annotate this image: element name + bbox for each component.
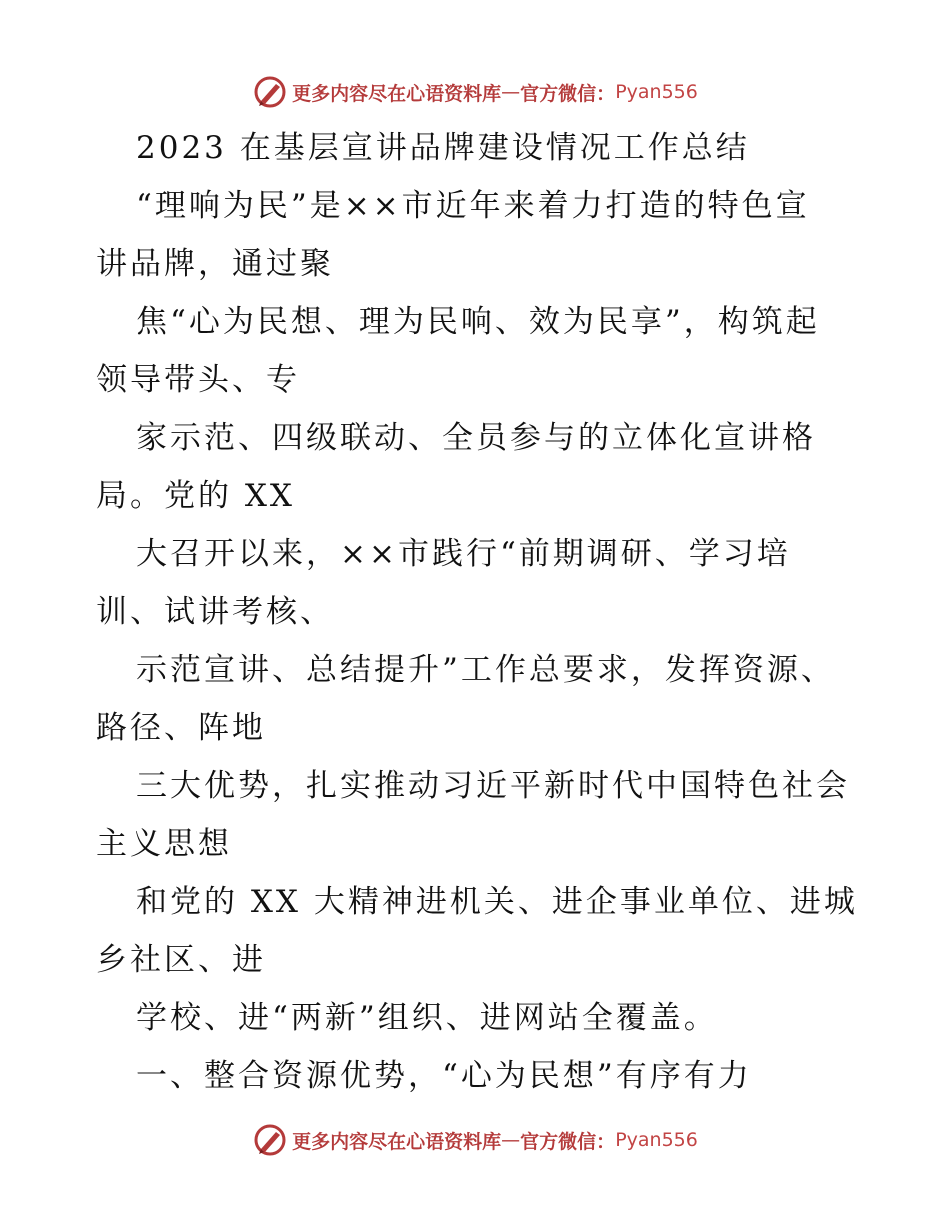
watermark-account: Pyan556 — [615, 1129, 698, 1151]
watermark-banner-bottom — [0, 1118, 950, 1162]
watermark-text: 更多内容尽在心语资料库 — [292, 1130, 502, 1153]
watermark-separator: — — [501, 1129, 521, 1151]
watermark-label: 官方微信： — [520, 1130, 616, 1153]
pen-logo-icon — [252, 1122, 288, 1158]
paragraph-line: 示范宣讲、总结提升”工作总要求，发挥资源、 — [136, 652, 835, 688]
document-title: 2023 在基层宣讲品牌建设情况工作总结 — [136, 130, 750, 166]
paragraph-line: 大召开以来，××市践行“前期调研、学习培 — [136, 536, 791, 572]
watermark-account: Pyan556 — [615, 81, 698, 103]
watermark-label: 官方微信： — [520, 82, 616, 105]
paragraph-line: 领导带头、专 — [96, 362, 300, 398]
watermark-separator: — — [501, 81, 521, 103]
paragraph-line: 训、试讲考核、 — [96, 594, 334, 630]
paragraph-line: 三大优势，扎实推动习近平新时代中国特色社会 — [136, 768, 850, 804]
paragraph-line: 学校、进“两新”组织、进网站全覆盖。 — [136, 1000, 718, 1036]
watermark-text: 更多内容尽在心语资料库 — [292, 82, 502, 105]
paragraph-line: 局。党的 XX — [96, 478, 295, 514]
paragraph-line: “理响为民”是××市近年来着力打造的特色宣 — [136, 188, 810, 224]
paragraph-line: 和党的 XX 大精神进机关、进企事业单位、进城 — [136, 884, 858, 920]
paragraph-line: 焦“心为民想、理为民响、效为民享”，构筑起 — [136, 304, 820, 340]
paragraph-line: 主义思想 — [96, 826, 232, 862]
paragraph-line: 路径、阵地 — [96, 710, 266, 746]
paragraph-line: 家示范、四级联动、全员参与的立体化宣讲格 — [136, 420, 816, 456]
paragraph-line: 讲品牌，通过聚 — [96, 246, 334, 282]
paragraph-line: 乡社区、进 — [96, 942, 266, 978]
section-heading: 一、整合资源优势，“心为民想”有序有力 — [136, 1058, 752, 1094]
